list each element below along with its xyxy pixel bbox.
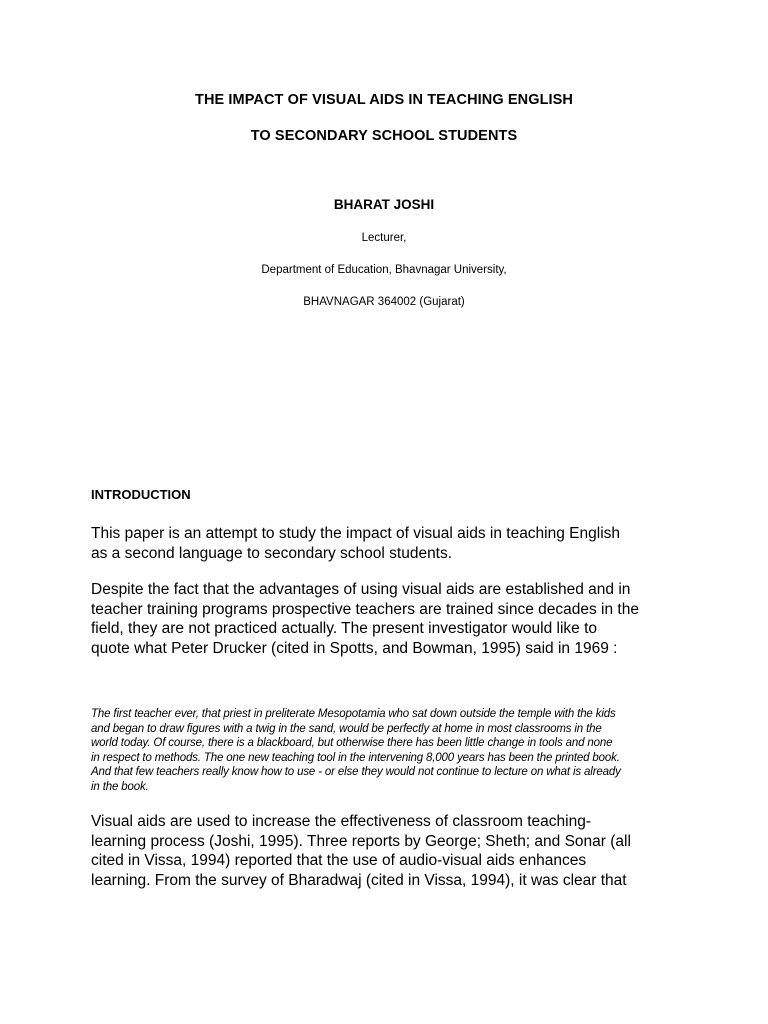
quote-line: world today. Of course, there is a blackboard, but otherwise there has been little change in tools and none	[91, 737, 613, 749]
quote-line: in respect to methods. The one new teaching tool in the intervening 8,000 years has been the printed book.	[91, 751, 620, 764]
paragraph-line: quote what Peter Drucker (cited in Spotts, and Bowman, 1995) said in 1969 :	[91, 639, 618, 657]
section-heading-introduction: INTRODUCTION	[91, 487, 191, 502]
paragraph-line: Despite the fact that the advantages of using visual aids are established and in	[91, 581, 631, 598]
paragraph-line: learning. From the survey of Bharadwaj (cited in Vissa, 1994), it was clear that	[91, 871, 627, 889]
paragraph-line: cited in Vissa, 1994) reported that the use of audio-visual aids enhances	[91, 852, 587, 869]
intro-paragraph-1	[91, 524, 691, 563]
paper-title-line-2: TO SECONDARY SCHOOL STUDENTS	[250, 128, 518, 144]
quote-line: and began to draw figures with a twig in the sand, would be perfectly at home in most classrooms in the	[91, 722, 602, 735]
quote-line: And that few teachers really know how to use - or else they would not continue to lecture on what is already	[91, 766, 621, 778]
quote-line: The first teacher ever, that priest in preliterate Mesopotamia who sat down outside the temple with the kids	[91, 708, 616, 720]
paragraph-line: as a second language to secondary school students.	[91, 544, 453, 562]
paragraph-line: field, they are not practiced actually. The present investigator would like to	[91, 620, 598, 637]
paragraph-line: learning process (Joshi, 1995). Three reports by George; Sheth; and Sonar (all	[91, 832, 631, 850]
block-quote	[91, 707, 691, 794]
intro-paragraph-3	[91, 812, 691, 890]
author-department: Department of Education, Bhavnagar University,	[261, 264, 507, 276]
author-name: BHARAT JOSHI	[333, 197, 435, 212]
author-position: Lecturer,	[361, 232, 407, 244]
author-address: BHAVNAGAR 364002 (Gujarat)	[303, 296, 465, 308]
quote-line: in the book.	[91, 780, 149, 793]
intro-paragraph-2	[91, 580, 691, 658]
paper-title-line-1: THE IMPACT OF VISUAL AIDS IN TEACHING ENGLISH	[194, 92, 574, 108]
paragraph-line: Visual aids are used to increase the effectiveness of classroom teaching-	[91, 813, 592, 830]
paragraph-line: teacher training programs prospective teachers are trained since decades in the	[91, 600, 639, 618]
paragraph-line: This paper is an attempt to study the impact of visual aids in teaching English	[91, 525, 621, 542]
